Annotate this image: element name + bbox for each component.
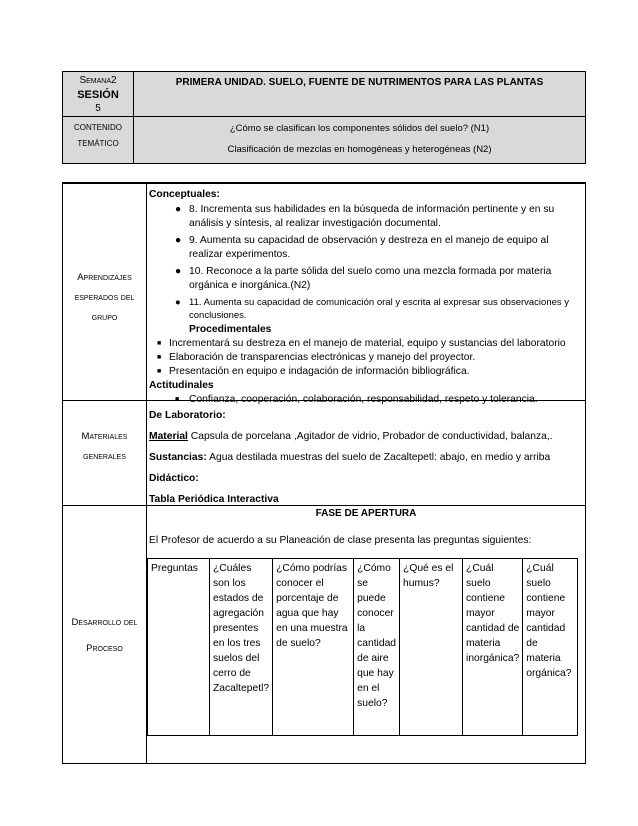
bullet-icon: ● <box>175 204 182 215</box>
conceptual-item: ● 11. Aumenta su capacidad de comunicación oral y escrita al expresar sus observaciones y conclusiones. <box>175 297 570 321</box>
bullet-icon: ● <box>175 266 182 277</box>
desarrollo-label-cell <box>63 506 147 764</box>
square-bullet-icon: ■ <box>157 354 162 361</box>
conceptual-item: ● 9. Aumenta su capacidad de observación y destreza en el manejo de equipo al realizar experimentos. <box>175 235 549 260</box>
square-bullet-icon: ■ <box>157 340 162 347</box>
actitudinales-title: Actitudinales <box>149 380 214 391</box>
square-bullet-icon: ■ <box>157 368 162 375</box>
title-cell <box>134 72 586 117</box>
table-cell: ¿Cuáles son los estados de agregación presentes en los tres suelos del cerro de Zacaltepetl? <box>210 559 273 736</box>
desarrollo-content-cell <box>147 506 585 764</box>
sustancias-text: Agua destilada muestras del suelo de Zacaltepetl: abajo, en medio y arriba <box>209 452 551 463</box>
contenido-label: CONTENIDO <box>74 123 122 132</box>
materiales-content-cell <box>147 401 585 505</box>
conceptual-item: ● 10. Reconoce a la parte sólida del suelo como una mezcla formada por materia orgánica e inorgánica.(N2) <box>175 266 552 291</box>
session-header-table <box>62 71 586 164</box>
bullet-icon: ● <box>175 235 182 246</box>
proceso-label: Proceso <box>86 643 123 654</box>
square-bullet-icon: ■ <box>175 396 180 403</box>
procedimental-item: ■ Incrementará su destreza en el manejo de material, equipo y sustancias del laboratorio <box>157 338 566 349</box>
grupo-label: grupo <box>91 312 118 323</box>
table-cell: ¿Qué es el humus? <box>400 559 463 736</box>
question-1: ¿Cómo se clasifican los componentes sólidos del suelo? (N1) <box>229 123 490 134</box>
fase-apertura-title: FASE DE APERTURA <box>315 508 417 519</box>
esperados-label: esperados del <box>74 292 135 303</box>
aprendizajes-label-cell <box>63 184 147 400</box>
questions-table <box>147 558 578 736</box>
sustancias-label: Sustancias: <box>149 452 207 463</box>
procedimentales-title: Procedimentales <box>189 324 272 335</box>
fase-intro-text: El Profesor de acuerdo a su Planeación de clase presenta las preguntas siguientes: <box>149 535 532 546</box>
conceptuales-title: Conceptuales: <box>149 189 220 200</box>
tematico-label: TEMÁTICO <box>77 139 119 148</box>
actitudinal-item: ■ Confianza, cooperación, colaboración, responsabilidad, respeto y tolerancia. <box>175 394 538 405</box>
sustancias-line <box>149 447 583 468</box>
conceptual-item: ● 8. Incrementa sus habilidades en la búsqueda de información pertinente y en su análisis y síntesis, al realizar investigación documental. <box>175 204 555 229</box>
didactico-title: Didáctico: <box>149 473 199 484</box>
generales-label: generales <box>83 451 126 462</box>
procedimental-item: ■ Elaboración de transparencias electrónicas y manejo del proyector. <box>157 352 476 363</box>
desarrollo-label: Desarrollo del <box>71 617 138 628</box>
material-label: Material <box>149 431 188 442</box>
unit-title: PRIMERA UNIDAD. SUELO, FUENTE DE NUTRIMENTOS PARA LAS PLANTAS <box>175 77 544 88</box>
material-text: Capsula de porcelana ,Agitador de vidrio, Probador de conductividad, balanza,. <box>190 431 553 442</box>
materiales-label-cell <box>63 401 147 505</box>
questions-cell <box>134 117 586 164</box>
bullet-icon: ● <box>175 297 181 308</box>
semana-label: Semana2 <box>79 75 117 86</box>
table-cell: ¿Cómo se puede conocer la cantidad de aire que hay en el suelo? <box>354 559 400 736</box>
table-cell: ¿Cuál suelo contiene mayor cantidad de materia inorgánica? <box>463 559 523 736</box>
sesion-number: 5 <box>95 103 101 114</box>
procedimental-item: ■ Presentación en equipo e indagación de información bibliográfica. <box>157 366 470 377</box>
laboratorio-title: De Laboratorio: <box>149 410 226 421</box>
planning-table <box>62 182 586 764</box>
material-line <box>149 426 583 447</box>
sesion-label: SESIÓN <box>77 89 119 101</box>
aprendizajes-label: Aprendizajes <box>77 272 132 283</box>
contenido-cell <box>63 117 134 164</box>
table-cell: ¿Cómo podrías conocer el porcentaje de agua que hay en una muestra de suelo? <box>273 559 354 736</box>
table-cell: Preguntas <box>148 559 210 736</box>
table-cell: ¿Cuál suelo contiene mayor cantidad de materia orgánica? <box>523 559 578 736</box>
question-2: Clasificación de mezclas en homogéneas y heterogéneas (N2) <box>227 144 492 155</box>
materiales-label: Materiales <box>81 431 128 442</box>
tabla-periodica-text: Tabla Periódica Interactiva <box>149 494 279 505</box>
session-cell <box>63 72 134 117</box>
aprendizajes-content-cell <box>147 184 585 405</box>
